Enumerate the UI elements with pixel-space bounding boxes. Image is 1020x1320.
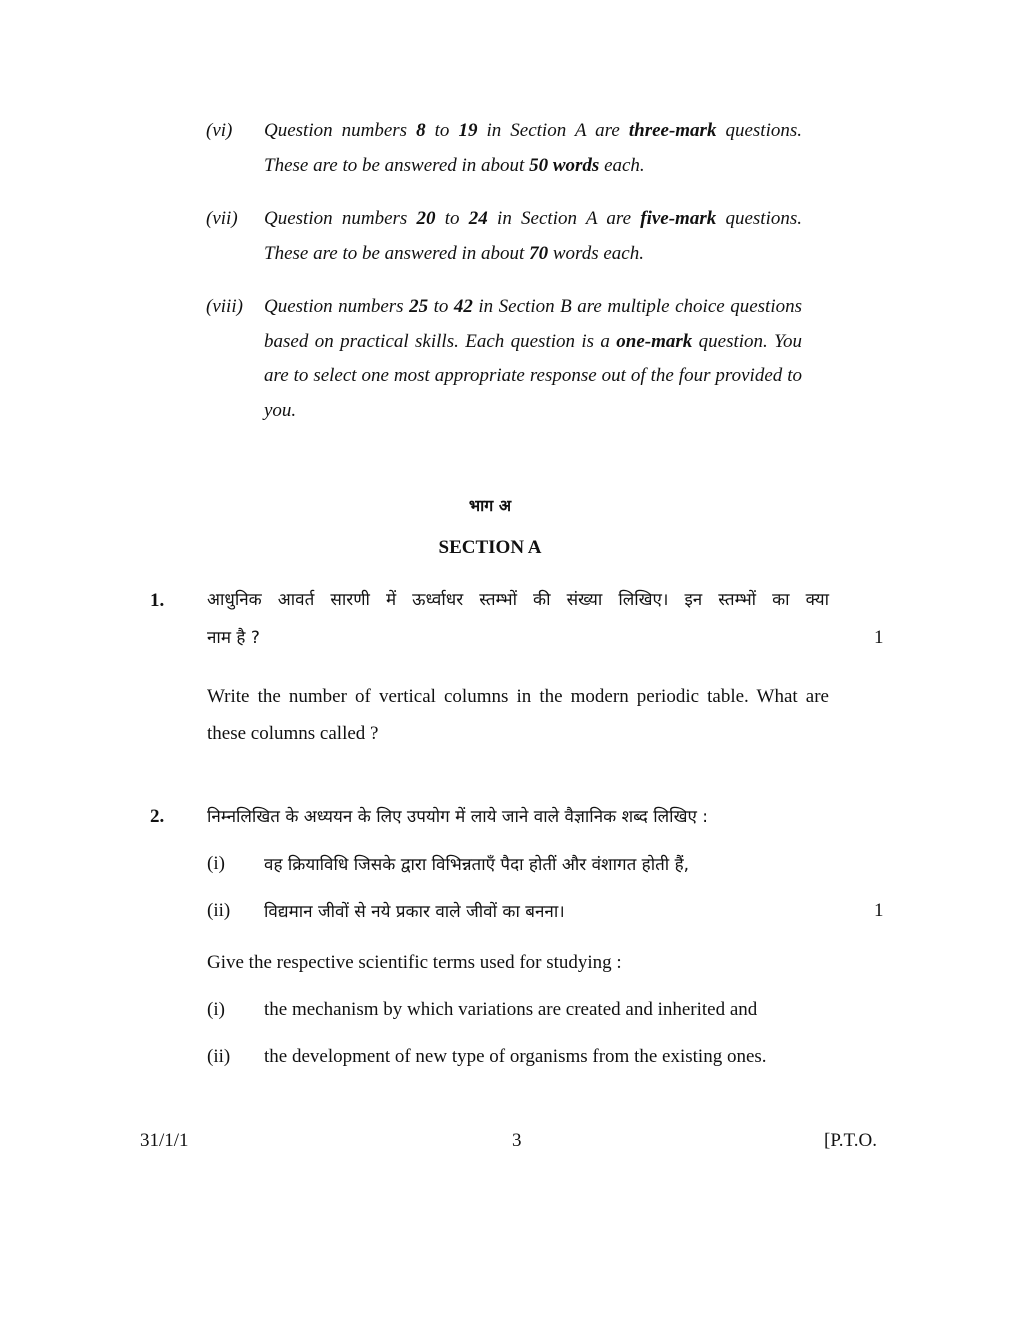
text-run: Question numbers (264, 208, 417, 229)
sub-item-english: the mechanism by which variations are created and inherited and (264, 999, 758, 1020)
question-number: 1. (150, 590, 165, 611)
text-run: to (425, 120, 459, 141)
emphasis-text: 8 (416, 120, 426, 141)
sub-item-hindi: वह क्रियाविधि जिसके द्वारा विभिन्नताएँ पैदा होतीं और वंशागत होती हैं, (264, 855, 690, 875)
text-run: question. You are to select one most appropriate response out of the four provided to you. (264, 330, 802, 421)
text-run: questions. These are to be answered in about (264, 120, 803, 176)
emphasis-text: 20 (416, 208, 436, 229)
instruction-text-viii (264, 290, 802, 428)
text-run: Question numbers (264, 296, 410, 317)
text-run: to (428, 296, 454, 317)
text-run: in Section B are multiple choice questions based on practical skills. Each question is a (264, 296, 802, 352)
text-run: words each. (548, 242, 644, 264)
question-hindi-line: आधुनिक आवर्त सारणी में ऊर्ध्वाधर स्तम्भों की संख्या लिखिए। इन स्तम्भों का क्या (207, 590, 829, 610)
emphasis-text: three-mark (628, 120, 717, 141)
sub-item-hindi: विद्यमान जीवों से नये प्रकार वाले जीवों का बनना। (264, 902, 565, 922)
question-marks: 1 (874, 627, 884, 648)
emphasis-text: 50 words (529, 154, 600, 176)
instruction-text-vii (264, 202, 802, 271)
section-title: SECTION A (438, 537, 542, 558)
question-english-text: Write the number of vertical columns in the modern periodic table. What are these columns called ? (207, 686, 829, 744)
instruction-number-viii: (viii) (206, 296, 243, 317)
instruction-number-vii: (vii) (206, 208, 238, 229)
emphasis-text: 24 (468, 208, 488, 229)
emphasis-text: 25 (409, 296, 429, 317)
text-run: questions. These are to be answered in about (264, 208, 803, 264)
instruction-text-vi (264, 114, 802, 183)
page-number: 3 (512, 1130, 522, 1151)
emphasis-text: 42 (453, 296, 473, 317)
text-run: in Section A are (487, 208, 641, 229)
emphasis-text: 19 (458, 120, 478, 141)
question-hindi-intro: निम्नलिखित के अध्ययन के लिए उपयोग में लाये जाने वाले वैज्ञानिक शब्द लिखिए : (207, 807, 709, 827)
sub-item-number: (i) (207, 853, 225, 874)
sub-item-number: (i) (207, 999, 225, 1020)
instruction-number-vi: (vi) (206, 120, 233, 141)
emphasis-text: 70 (529, 242, 549, 264)
paper-code: 31/1/1 (140, 1130, 189, 1151)
text-run: Question numbers (264, 120, 417, 141)
section-title-hindi: भाग अ (468, 496, 512, 515)
question-english-intro: Give the respective scientific terms used for studying : (207, 952, 622, 973)
pto-note: [P.T.O. (824, 1130, 877, 1151)
emphasis-text: one-mark (616, 330, 693, 352)
text-run: in Section A are (477, 120, 629, 141)
question-marks: 1 (874, 900, 884, 921)
question-number: 2. (150, 806, 165, 827)
text-run: to (435, 208, 469, 229)
sub-item-number: (ii) (207, 1046, 231, 1067)
sub-item-english: the development of new type of organisms from the existing ones. (264, 1046, 767, 1067)
question-hindi-line: नाम है ? (207, 628, 260, 648)
sub-item-number: (ii) (207, 900, 231, 921)
emphasis-text: five-mark (640, 208, 717, 229)
text-run: each. (599, 154, 645, 176)
